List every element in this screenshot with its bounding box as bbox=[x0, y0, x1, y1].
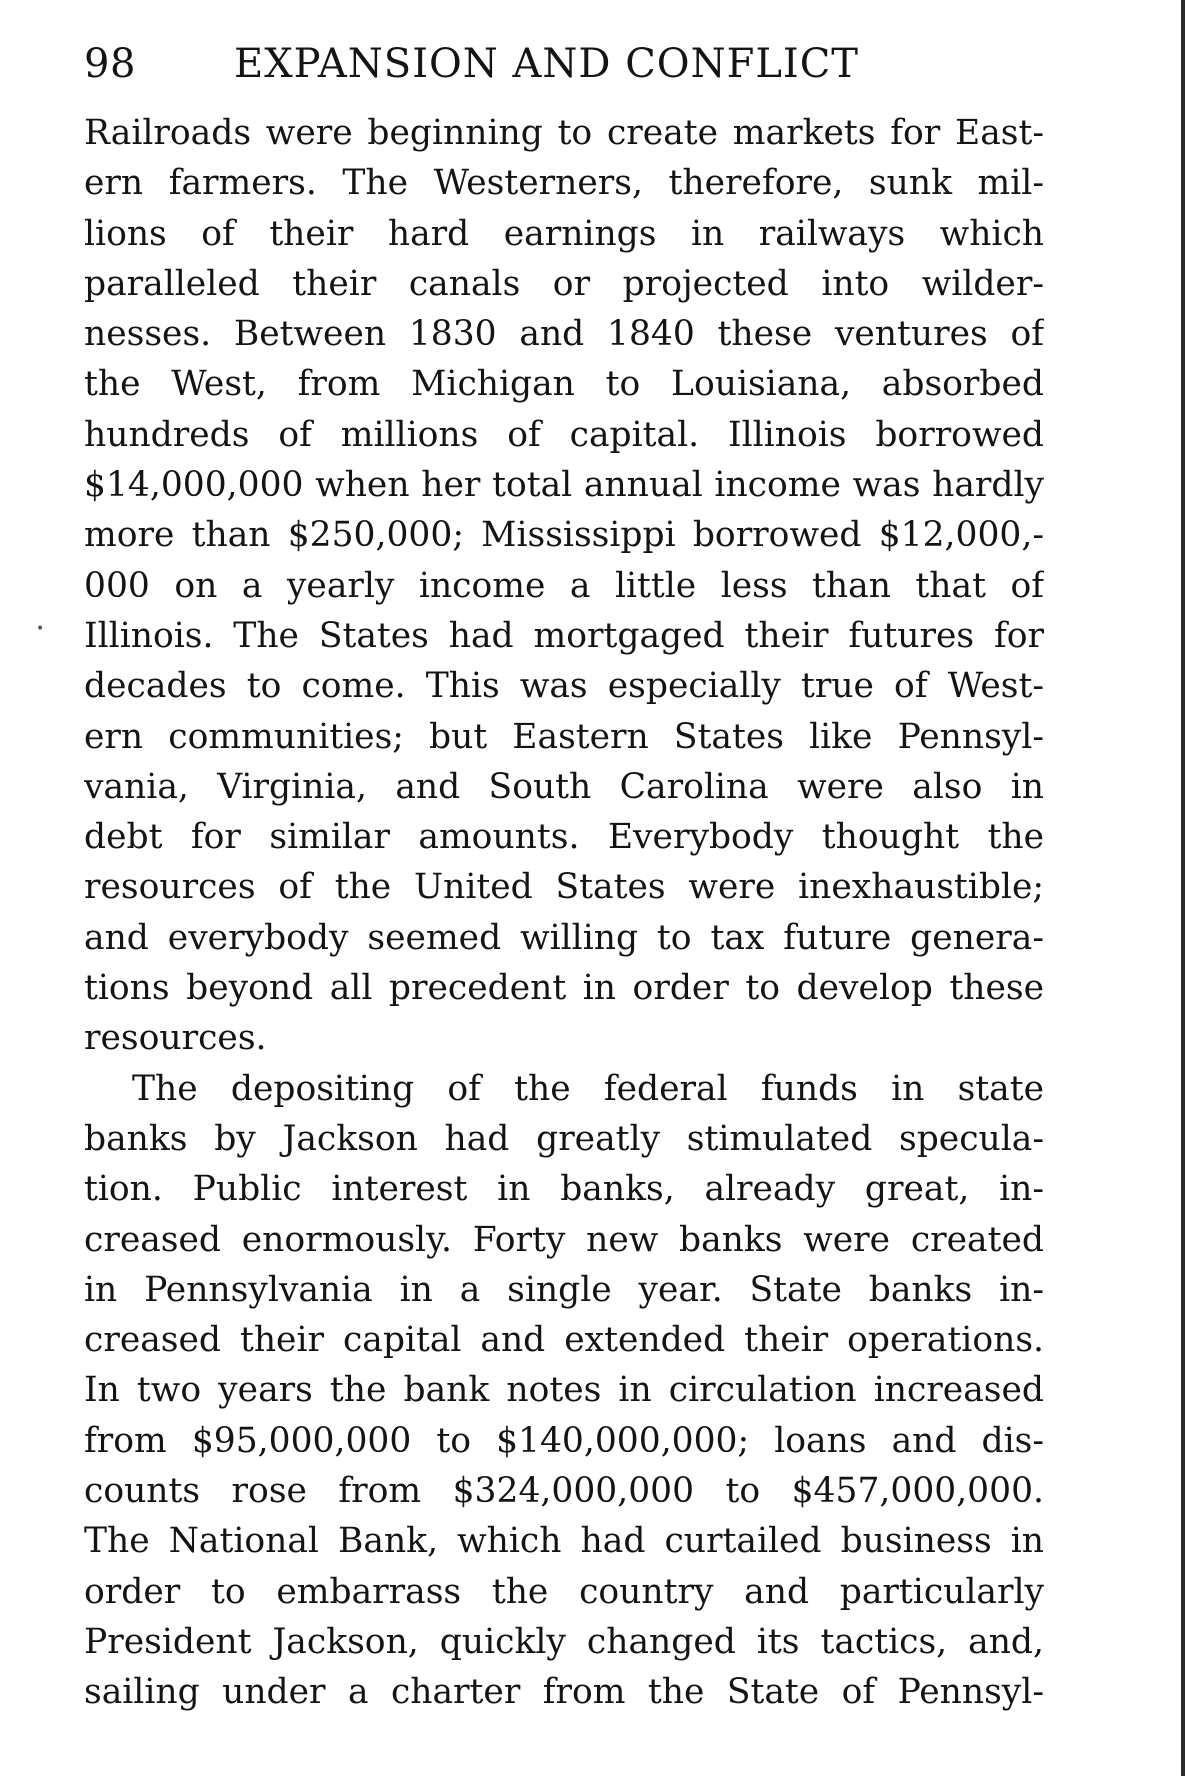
text-line: creased enormously. Forty new banks were created bbox=[84, 1219, 1044, 1260]
page-number: 98 bbox=[84, 41, 136, 87]
text-line: vania, Virginia, and South Carolina were also in bbox=[84, 766, 1044, 807]
text-line: nesses. Between 1830 and 1840 these ventures of bbox=[84, 314, 1044, 355]
text-line: creased their capital and extended their operations. bbox=[84, 1320, 1044, 1361]
scan-smudge-mark: • bbox=[36, 621, 45, 637]
page-edge-border bbox=[1181, 0, 1185, 1776]
text-line: The National Bank, which had curtailed business in bbox=[84, 1521, 1044, 1562]
paragraph-1 bbox=[84, 108, 1044, 1064]
text-line: ern farmers. The Westerners, therefore, sunk mil- bbox=[84, 163, 1044, 204]
text-line: from $95,000,000 to $140,000,000; loans and dis- bbox=[84, 1420, 1044, 1461]
text-line: more than $250,000; Mississippi borrowed $12,000,- bbox=[84, 515, 1044, 556]
text-line: and everybody seemed willing to tax future genera- bbox=[84, 917, 1044, 958]
text-line: The depositing of the federal funds in state bbox=[132, 1068, 1044, 1109]
running-head bbox=[84, 34, 1044, 94]
text-line: In two years the bank notes in circulation increased bbox=[84, 1370, 1044, 1411]
text-line: tions beyond all precedent in order to develop these bbox=[84, 968, 1044, 1009]
text-line: banks by Jackson had greatly stimulated specula- bbox=[84, 1118, 1044, 1159]
text-line: Illinois. The States had mortgaged their futures for bbox=[84, 615, 1044, 656]
text-line: President Jackson, quickly changed its tactics, and, bbox=[84, 1621, 1044, 1662]
text-line: resources of the United States were inexhaustible; bbox=[84, 867, 1044, 908]
text-line: $14,000,000 when her total annual income was hardly bbox=[84, 465, 1044, 506]
text-line: counts rose from $324,000,000 to $457,000,000. bbox=[84, 1471, 1044, 1512]
text-line: order to embarrass the country and particularly bbox=[84, 1571, 1044, 1612]
text-line: debt for similar amounts. Everybody thought the bbox=[84, 817, 1044, 858]
text-line: in Pennsylvania in a single year. State banks in- bbox=[84, 1269, 1044, 1310]
text-line: paralleled their canals or projected into wilder- bbox=[84, 263, 1044, 304]
text-line: hundreds of millions of capital. Illinois borrowed bbox=[84, 414, 1044, 455]
text-line: decades to come. This was especially true of West- bbox=[84, 666, 1044, 707]
text-line: 000 on a yearly income a little less than that of bbox=[84, 565, 1044, 606]
text-line: the West, from Michigan to Louisiana, absorbed bbox=[84, 364, 1044, 405]
text-line: sailing under a charter from the State of Pennsyl- bbox=[84, 1672, 1044, 1713]
text-line: tion. Public interest in banks, already great, in- bbox=[84, 1169, 1044, 1210]
text-line: resources. bbox=[84, 1018, 267, 1059]
running-title: EXPANSION AND CONFLICT bbox=[234, 41, 859, 87]
text-line: Railroads were beginning to create markets for East- bbox=[84, 113, 1044, 153]
text-line: ern communities; but Eastern States like Pennsyl- bbox=[84, 716, 1044, 757]
text-line: lions of their hard earnings in railways which bbox=[84, 213, 1044, 254]
body-text bbox=[84, 108, 1044, 1718]
paragraph-2 bbox=[84, 1064, 1044, 1718]
